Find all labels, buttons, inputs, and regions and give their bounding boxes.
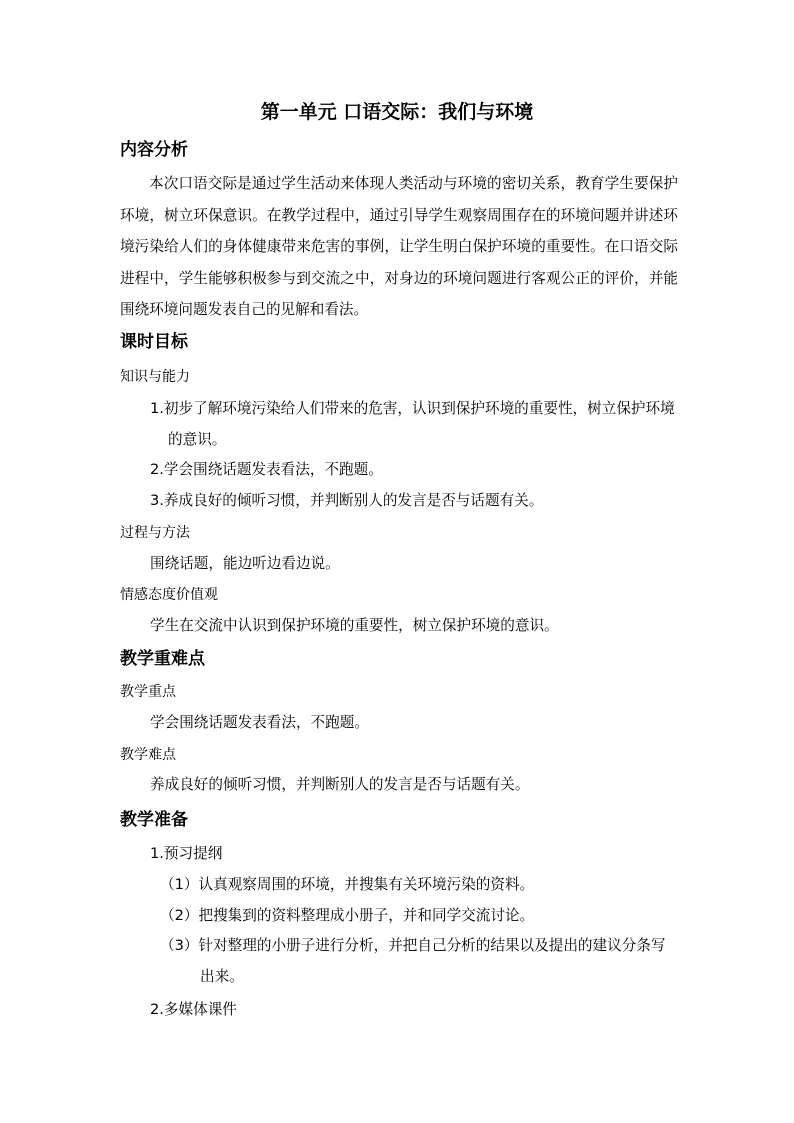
preparation-item-1: 1.预习提纲: [150, 845, 223, 862]
focus-text: 学会围绕话题发表看法，不跑题。: [150, 714, 369, 731]
document-title: 第一单元 口语交际：我们与环境: [260, 101, 534, 123]
knowledge-item-1-text: 1.初步了解环境污染给人们带来的危害，认识到保护环境的重要性，树立保护环境的意识。: [150, 400, 675, 448]
preparation-subitem-2: （2）把搜集到的资料整理成小册子，并和同学交流讨论。: [160, 907, 535, 924]
preparation-subitem-3: [160, 930, 678, 992]
preparation-item-2: 2.多媒体课件: [150, 1001, 237, 1018]
knowledge-item-2: 2.学会围绕话题发表看法，不跑题。: [150, 461, 383, 478]
knowledge-item-1: [150, 393, 677, 455]
heading-preparation: 教学准备: [120, 810, 188, 830]
heading-content-analysis: 内容分析: [120, 140, 188, 160]
knowledge-item-3: 3.养成良好的倾听习惯，并判断别人的发言是否与话题有关。: [150, 492, 544, 509]
subheading-focus: 教学重点: [120, 684, 176, 700]
difficulty-text: 养成良好的倾听习惯，并判断别人的发言是否与话题有关。: [150, 776, 530, 793]
subheading-knowledge: 知识与能力: [120, 369, 190, 385]
heading-key-points: 教学重难点: [120, 649, 205, 669]
subheading-process: 过程与方法: [120, 525, 190, 541]
preparation-subitem-1: （1）认真观察周围的环境，并搜集有关环境污染的资料。: [160, 876, 535, 893]
process-text: 围绕话题，能边听边看边说。: [150, 555, 340, 572]
content-analysis-paragraph: 本次口语交际是通过学生活动来体现人类活动与环境的密切关系，教育学生要保护环境，树立环保意识。在教学过程中，通过引导学生观察周围存在的环境问题并讲述环境污染给人们的身体健康带来危害的事例，让学生明白保护环境的重要性。在口语交际进程中，学生能够积极参与到交流之中，对身边的环境问题进行客观公正的评价，并能围绕环境问题发表自己的见解和看法。: [120, 175, 678, 318]
preparation-subitem-3-text: （3）针对整理的小册子进行分析，并把自己分析的结果以及提出的建议分条写出来。: [160, 937, 666, 985]
emotion-text: 学生在交流中认识到保护环境的重要性，树立保护环境的意识。: [150, 617, 559, 634]
subheading-difficulty: 教学难点: [120, 747, 176, 763]
subheading-emotion: 情感态度价值观: [120, 587, 218, 603]
heading-objectives: 课时目标: [120, 332, 188, 352]
